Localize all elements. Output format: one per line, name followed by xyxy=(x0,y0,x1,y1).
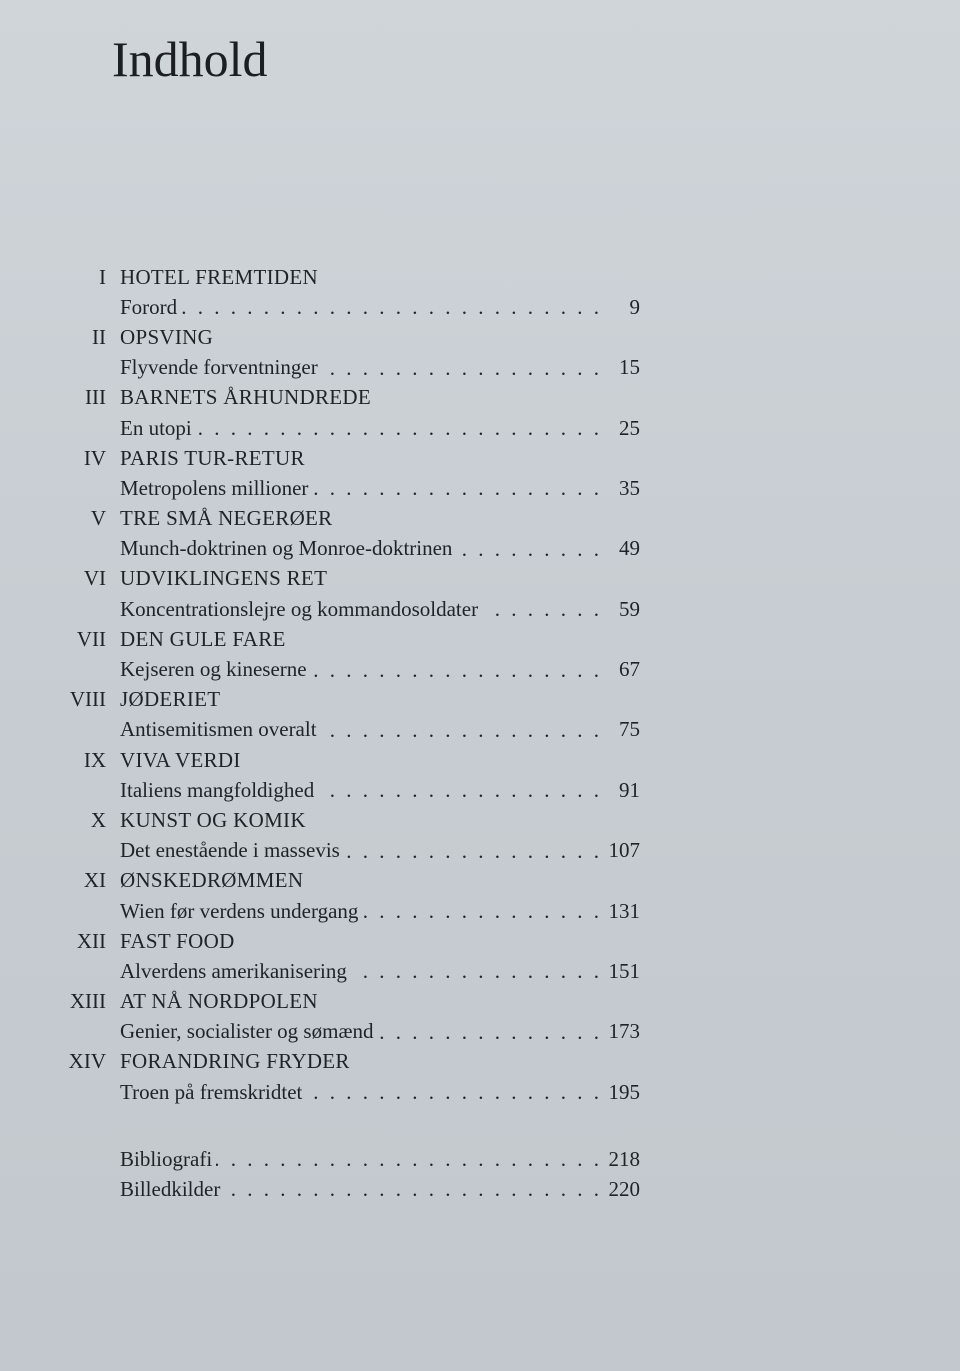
entry-title: Det enestående i massevis xyxy=(120,838,340,863)
page-number: 35 xyxy=(619,475,640,500)
chapter-heading xyxy=(60,504,640,534)
toc-chapter-6 xyxy=(60,564,640,624)
dot-leader xyxy=(311,655,602,685)
toc-chapter-14 xyxy=(60,1047,640,1107)
toc-entry[interactable] xyxy=(60,534,640,564)
chapter-title: UDVIKLINGENS RET xyxy=(120,566,328,591)
chapter-heading xyxy=(60,987,640,1017)
page-number: 151 xyxy=(608,958,640,983)
dot-leader xyxy=(362,896,602,926)
chapter-numeral: VI xyxy=(83,566,106,591)
chapter-numeral: I xyxy=(99,264,106,289)
entry-title: Kejseren og kineserne xyxy=(120,657,307,682)
page-number: 220 xyxy=(608,1176,640,1201)
chapter-title: OPSVING xyxy=(120,324,214,349)
chapter-numeral: X xyxy=(90,807,106,832)
toc-entry[interactable] xyxy=(60,836,640,866)
chapter-heading xyxy=(60,564,640,594)
toc-entry-bibliografi[interactable] xyxy=(60,1144,640,1174)
chapter-numeral: VII xyxy=(76,626,106,651)
page-number: 25 xyxy=(619,415,640,440)
dot-leader xyxy=(456,534,602,564)
dot-leader xyxy=(322,353,602,383)
chapter-title: DEN GULE FARE xyxy=(120,626,286,651)
toc-entry[interactable] xyxy=(60,353,640,383)
chapter-title: JØDERIET xyxy=(120,687,221,712)
toc-entry[interactable] xyxy=(60,473,640,503)
page-number: 9 xyxy=(629,294,640,319)
toc-entry[interactable] xyxy=(60,654,640,684)
chapter-numeral: XI xyxy=(83,868,106,893)
page-number: 67 xyxy=(619,657,640,682)
dot-leader xyxy=(196,413,602,443)
toc-chapter-7 xyxy=(60,624,640,684)
page-number: 59 xyxy=(619,596,640,621)
chapter-numeral: XIV xyxy=(68,1049,106,1074)
entry-title: Troen på fremskridtet xyxy=(120,1079,303,1104)
entry-title: Italiens mangfoldighed xyxy=(120,777,315,802)
page-number: 195 xyxy=(608,1079,640,1104)
chapter-heading xyxy=(60,624,640,654)
toc-entry[interactable] xyxy=(60,1077,640,1107)
toc-chapter-4 xyxy=(60,443,640,503)
toc-chapter-3 xyxy=(60,383,640,443)
chapter-title: AT NÅ NORDPOLEN xyxy=(120,989,318,1014)
chapter-numeral: IV xyxy=(83,445,106,470)
chapter-title: VIVA VERDI xyxy=(120,747,241,772)
toc-entry[interactable] xyxy=(60,715,640,745)
dot-leader xyxy=(306,1077,602,1107)
chapter-numeral: V xyxy=(90,506,106,531)
dot-leader xyxy=(318,775,602,805)
toc-entry[interactable] xyxy=(60,775,640,805)
toc-chapter-11 xyxy=(60,866,640,926)
chapter-numeral: II xyxy=(92,324,106,349)
chapter-heading xyxy=(60,805,640,835)
toc-entry-billedkilder[interactable] xyxy=(60,1174,640,1204)
chapter-heading xyxy=(60,383,640,413)
chapter-heading xyxy=(60,745,640,775)
chapter-heading xyxy=(60,1047,640,1077)
chapter-numeral: IX xyxy=(83,747,106,772)
toc-entry[interactable] xyxy=(60,896,640,926)
chapter-heading xyxy=(60,685,640,715)
chapter-heading xyxy=(60,926,640,956)
page-number: 173 xyxy=(608,1019,640,1044)
dot-leader xyxy=(351,956,602,986)
toc-entry[interactable] xyxy=(60,1017,640,1047)
chapter-heading xyxy=(60,443,640,473)
toc-chapter-8 xyxy=(60,685,640,745)
page-number: 75 xyxy=(619,717,640,742)
entry-title: Alverdens amerikanisering xyxy=(120,958,347,983)
chapter-numeral: XII xyxy=(76,928,106,953)
chapter-title: HOTEL FREMTIDEN xyxy=(120,264,318,289)
entry-title: Metropolens millioner xyxy=(120,475,309,500)
dot-leader xyxy=(216,1144,602,1174)
page-number: 131 xyxy=(608,898,640,923)
entry-title: Genier, socialister og sømænd xyxy=(120,1019,374,1044)
chapter-numeral: XIII xyxy=(69,989,106,1014)
entry-title: Wien før verdens undergang xyxy=(120,898,359,923)
chapter-heading xyxy=(60,866,640,896)
table-of-contents xyxy=(60,262,640,1107)
chapter-title: ØNSKEDRØMMEN xyxy=(120,868,304,893)
toc-chapter-1 xyxy=(60,262,640,322)
entry-title: Munch-doktrinen og Monroe-doktrinen xyxy=(120,536,453,561)
entry-title: Flyvende forventninger xyxy=(120,355,318,380)
toc-chapter-5 xyxy=(60,504,640,564)
entry-title: Koncentrationslejre og kommandosoldater xyxy=(120,596,479,621)
toc-entry[interactable] xyxy=(60,956,640,986)
page-number: 91 xyxy=(619,777,640,802)
page-number: 107 xyxy=(608,838,640,863)
chapter-title: PARIS TUR-RETUR xyxy=(120,445,305,470)
toc-chapter-10 xyxy=(60,805,640,865)
back-matter xyxy=(60,1144,640,1204)
chapter-title: TRE SMÅ NEGERØER xyxy=(120,506,333,531)
chapter-title: FORANDRING FRYDER xyxy=(120,1049,350,1074)
page-number: 15 xyxy=(619,355,640,380)
page-number: 49 xyxy=(619,536,640,561)
chapter-title: KUNST OG KOMIK xyxy=(120,807,306,832)
dot-leader xyxy=(321,715,602,745)
toc-chapter-9 xyxy=(60,745,640,805)
dot-leader xyxy=(181,292,602,322)
toc-entry[interactable] xyxy=(60,413,640,443)
toc-chapter-13 xyxy=(60,987,640,1047)
entry-title: Forord xyxy=(120,294,178,319)
toc-chapter-12 xyxy=(60,926,640,986)
dot-leader xyxy=(482,594,602,624)
toc-entry[interactable] xyxy=(60,594,640,624)
entry-title: Billedkilder xyxy=(120,1176,221,1201)
chapter-title: FAST FOOD xyxy=(120,928,235,953)
dot-leader xyxy=(377,1017,602,1047)
dot-leader xyxy=(312,473,602,503)
chapter-numeral: VIII xyxy=(69,687,106,712)
chapter-title: BARNETS ÅRHUNDREDE xyxy=(120,385,371,410)
chapter-numeral: III xyxy=(85,385,106,410)
dot-leader xyxy=(344,836,602,866)
entry-title: Bibliografi xyxy=(120,1146,213,1171)
entry-title: En utopi xyxy=(120,415,192,440)
page-title: Indhold xyxy=(112,31,268,87)
toc-entry[interactable] xyxy=(60,292,640,322)
chapter-heading xyxy=(60,262,640,292)
page-number: 218 xyxy=(608,1146,640,1171)
chapter-heading xyxy=(60,322,640,352)
dot-leader xyxy=(224,1174,602,1204)
entry-title: Antisemitismen overalt xyxy=(120,717,317,742)
toc-chapter-2 xyxy=(60,322,640,382)
